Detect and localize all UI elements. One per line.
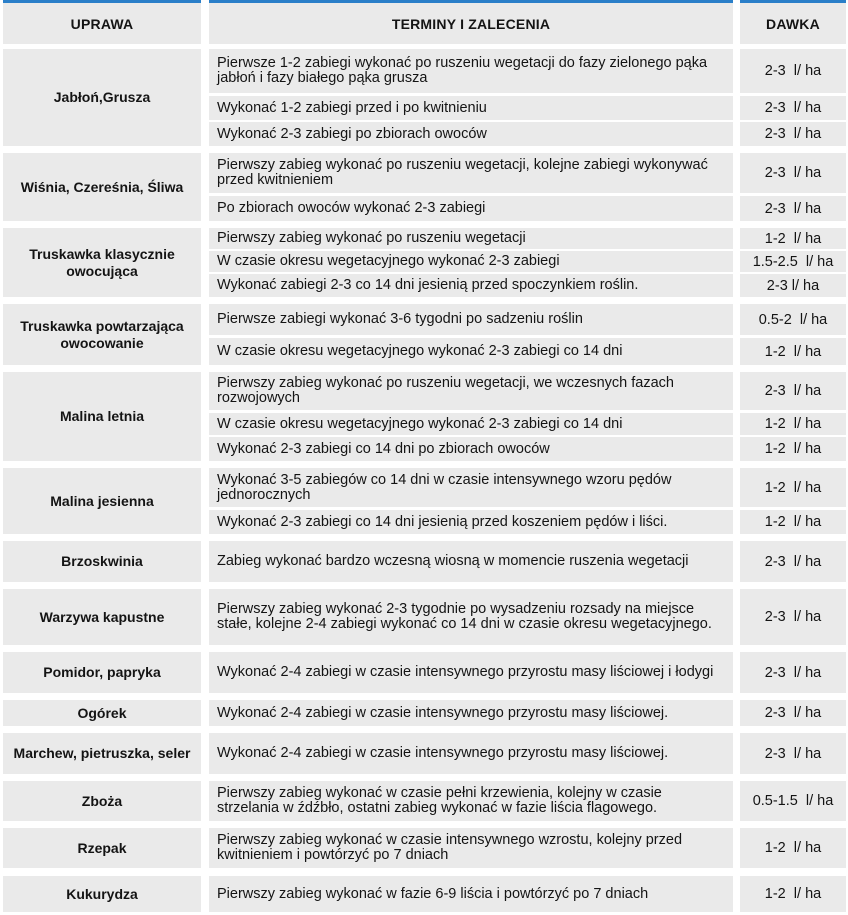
term-cell: Pierwszy zabieg wykonać 2-3 tygodnie po wysadzeniu rozsady na miejsce stałe, kolejne 2-4 zabiegi wykonać co 14 dni w czasie okresu wegetacyjnego. [209,589,733,645]
term-cell: Pierwszy zabieg wykonać po ruszeniu wegetacji, we wczesnych fazach rozwojowych [209,372,733,410]
dose-cell: 1-2 l/ ha [740,338,846,365]
table-row [0,700,848,726]
term-cell: Wykonać 2-3 zabiegi po zbiorach owoców [209,122,733,146]
crop-name: Truskawka powtarzająca owocowanie [3,304,201,365]
table-row [0,228,848,249]
crop-name: Ogórek [3,700,201,726]
crop-group [0,589,848,645]
term-cell: Pierwszy zabieg wykonać po ruszeniu wegetacji [209,228,733,249]
table-row [0,251,848,272]
crop-group [0,828,848,868]
table-row [0,122,848,146]
term-cell: Wykonać 2-4 zabiegi w czasie intensywnego przyrostu masy liściowej. [209,733,733,774]
crop-name: Truskawka klasycznie owocująca [3,228,201,297]
table-row [0,828,848,868]
crop-group [0,153,848,221]
dose-cell: 1-2 l/ ha [740,510,846,534]
crop-name: Malina jesienna [3,468,201,534]
crop-group [0,228,848,297]
crop-group [0,781,848,821]
table-row [0,468,848,507]
crop-name: Pomidor, papryka [3,652,201,693]
header-crop: UPRAWA [3,0,201,44]
term-cell: Zabieg wykonać bardzo wczesną wiosną w momencie ruszenia wegetacji [209,541,733,582]
header-terms: TERMINY I ZALECENIA [209,0,733,44]
crop-group [0,733,848,774]
table-row [0,437,848,461]
term-cell: W czasie okresu wegetacyjnego wykonać 2-3 zabiegi [209,251,733,272]
header-dose: DAWKA [740,0,846,44]
term-cell: Wykonać 2-3 zabiegi co 14 dni po zbiorach owoców [209,437,733,461]
dose-cell: 2-3 l/ ha [740,96,846,120]
table-row [0,372,848,410]
term-cell: Po zbiorach owoców wykonać 2-3 zabiegi [209,196,733,221]
table-row [0,49,848,93]
table-row [0,876,848,912]
dose-cell: 2-3 l/ ha [740,652,846,693]
table-row [0,781,848,821]
dose-cell: 1-2 l/ ha [740,413,846,435]
table-row [0,96,848,120]
table-row [0,541,848,582]
table-row [0,196,848,221]
term-cell: Wykonać 3-5 zabiegów co 14 dni w czasie intensywnego wzoru pędów jednorocznych [209,468,733,507]
term-cell: Wykonać zabiegi 2-3 co 14 dni jesienią przed spoczynkiem roślin. [209,274,733,297]
dose-cell: 1-2 l/ ha [740,876,846,912]
crop-group [0,304,848,365]
term-cell: W czasie okresu wegetacyjnego wykonać 2-3 zabiegi co 14 dni [209,338,733,365]
dose-cell: 1-2 l/ ha [740,228,846,249]
dose-cell: 0.5-1.5 l/ ha [740,781,846,821]
dose-cell: 2-3 l/ ha [740,733,846,774]
dose-cell: 2-3 l/ ha [740,122,846,146]
dose-cell: 2-3 l/ ha [740,541,846,582]
dose-cell: 2-3 l/ ha [740,589,846,645]
crop-name: Brzoskwinia [3,541,201,582]
crop-group [0,372,848,461]
term-cell: Pierwszy zabieg wykonać po ruszeniu wegetacji, kolejne zabiegi wykonywać przed kwitnieniem [209,153,733,193]
dose-cell: 2-3 l/ ha [740,274,846,297]
term-cell: W czasie okresu wegetacyjnego wykonać 2-3 zabiegi co 14 dni [209,413,733,435]
crop-group [0,468,848,534]
dose-cell: 2-3 l/ ha [740,700,846,726]
term-cell: Pierwszy zabieg wykonać w czasie intensywnego wzrostu, kolejny przed kwitnieniem i powtórzyć po 7 dniach [209,828,733,868]
dose-cell: 1.5-2.5 l/ ha [740,251,846,272]
crop-name: Zboża [3,781,201,821]
crop-name: Malina letnia [3,372,201,461]
table-row [0,153,848,193]
term-cell: Wykonać 2-3 zabiegi co 14 dni jesienią przed koszeniem pędów i liści. [209,510,733,534]
dose-cell: 0.5-2 l/ ha [740,304,846,335]
term-cell: Wykonać 2-4 zabiegi w czasie intensywnego przyrostu masy liściowej. [209,700,733,726]
term-cell: Pierwszy zabieg wykonać w czasie pełni krzewienia, kolejny w czasie strzelania w źdźbło, ostatni zabieg wykonać w fazie liścia flagowego. [209,781,733,821]
table-row [0,304,848,335]
crop-name: Marchew, pietruszka, seler [3,733,201,774]
crop-group [0,652,848,693]
dose-cell: 1-2 l/ ha [740,437,846,461]
table-header [0,0,848,44]
dose-cell: 2-3 l/ ha [740,372,846,410]
dose-cell: 1-2 l/ ha [740,828,846,868]
dose-cell: 2-3 l/ ha [740,49,846,93]
dose-cell: 2-3 l/ ha [740,196,846,221]
crop-group [0,541,848,582]
crop-name: Jabłoń,Grusza [3,49,201,146]
table-row [0,589,848,645]
crop-group [0,700,848,726]
crop-group [0,49,848,146]
table-row [0,274,848,297]
table-row [0,652,848,693]
crop-name: Wiśnia, Czereśnia, Śliwa [3,153,201,221]
term-cell: Pierwsze zabiegi wykonać 3-6 tygodni po sadzeniu roślin [209,304,733,335]
dose-cell: 2-3 l/ ha [740,153,846,193]
table-row [0,413,848,435]
crop-group [0,876,848,912]
table-row [0,733,848,774]
term-cell: Wykonać 1-2 zabiegi przed i po kwitnieniu [209,96,733,120]
crop-name: Kukurydza [3,876,201,912]
crop-name: Warzywa kapustne [3,589,201,645]
term-cell: Pierwszy zabieg wykonać w fazie 6-9 liścia i powtórzyć po 7 dniach [209,876,733,912]
table-row [0,510,848,534]
crop-name: Rzepak [3,828,201,868]
table-row [0,338,848,365]
dose-cell: 1-2 l/ ha [740,468,846,507]
term-cell: Wykonać 2-4 zabiegi w czasie intensywnego przyrostu masy liściowej i łodygi [209,652,733,693]
term-cell: Pierwsze 1-2 zabiegi wykonać po ruszeniu wegetacji do fazy zielonego pąka jabłoń i fazy białego pąka grusza [209,49,733,93]
